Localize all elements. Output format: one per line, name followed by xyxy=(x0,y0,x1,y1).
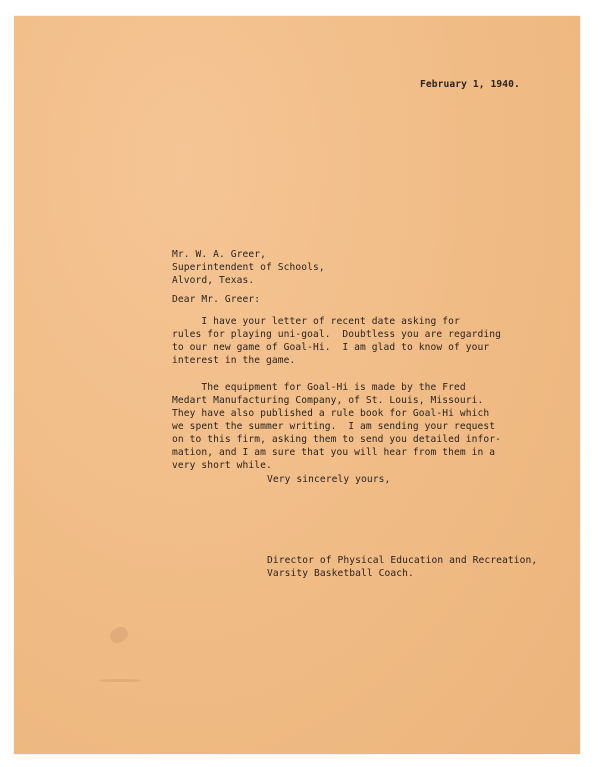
paper-stain xyxy=(100,679,140,682)
recipient-address xyxy=(172,248,325,287)
recipient-location: Alvord, Texas. xyxy=(172,275,255,286)
signature-block xyxy=(267,554,537,580)
paper-stain xyxy=(108,624,131,645)
recipient-title: Superintendent of Schools, xyxy=(172,262,325,273)
paragraph-line: I have your letter of recent date asking for xyxy=(172,316,460,327)
paragraph-line: Medart Manufacturing Company, of St. Louis, Missouri. xyxy=(172,395,484,406)
paragraph-1 xyxy=(172,315,501,367)
paragraph-2 xyxy=(172,381,501,472)
paragraph-line: interest in the game. xyxy=(172,355,296,366)
signature-title-line: Varsity Basketball Coach. xyxy=(267,568,414,579)
paragraph-line: to our new game of Goal-Hi. I am glad to know of your xyxy=(172,342,490,353)
paragraph-line: mation, and I am sure that you will hear from them in a xyxy=(172,447,496,458)
paragraph-line: we spent the summer writing. I am sending your request xyxy=(172,421,496,432)
paragraph-line: The equipment for Goal-Hi is made by the Fred xyxy=(172,382,466,393)
salutation: Dear Mr. Greer: xyxy=(172,294,261,305)
signature-title-line: Director of Physical Education and Recreation, xyxy=(267,555,538,566)
paragraph-line: They have also published a rule book for Goal-Hi which xyxy=(172,408,490,419)
complimentary-close: Very sincerely yours, xyxy=(267,474,391,485)
paragraph-line: very short while. xyxy=(172,460,272,471)
recipient-name: Mr. W. A. Greer, xyxy=(172,249,267,260)
paragraph-line: on to this firm, asking them to send you detailed infor- xyxy=(172,434,502,445)
letter-page xyxy=(14,16,580,754)
paragraph-line: rules for playing uni-goal. Doubtless you are regarding xyxy=(172,329,502,340)
letter-date: February 1, 1940. xyxy=(420,79,520,90)
